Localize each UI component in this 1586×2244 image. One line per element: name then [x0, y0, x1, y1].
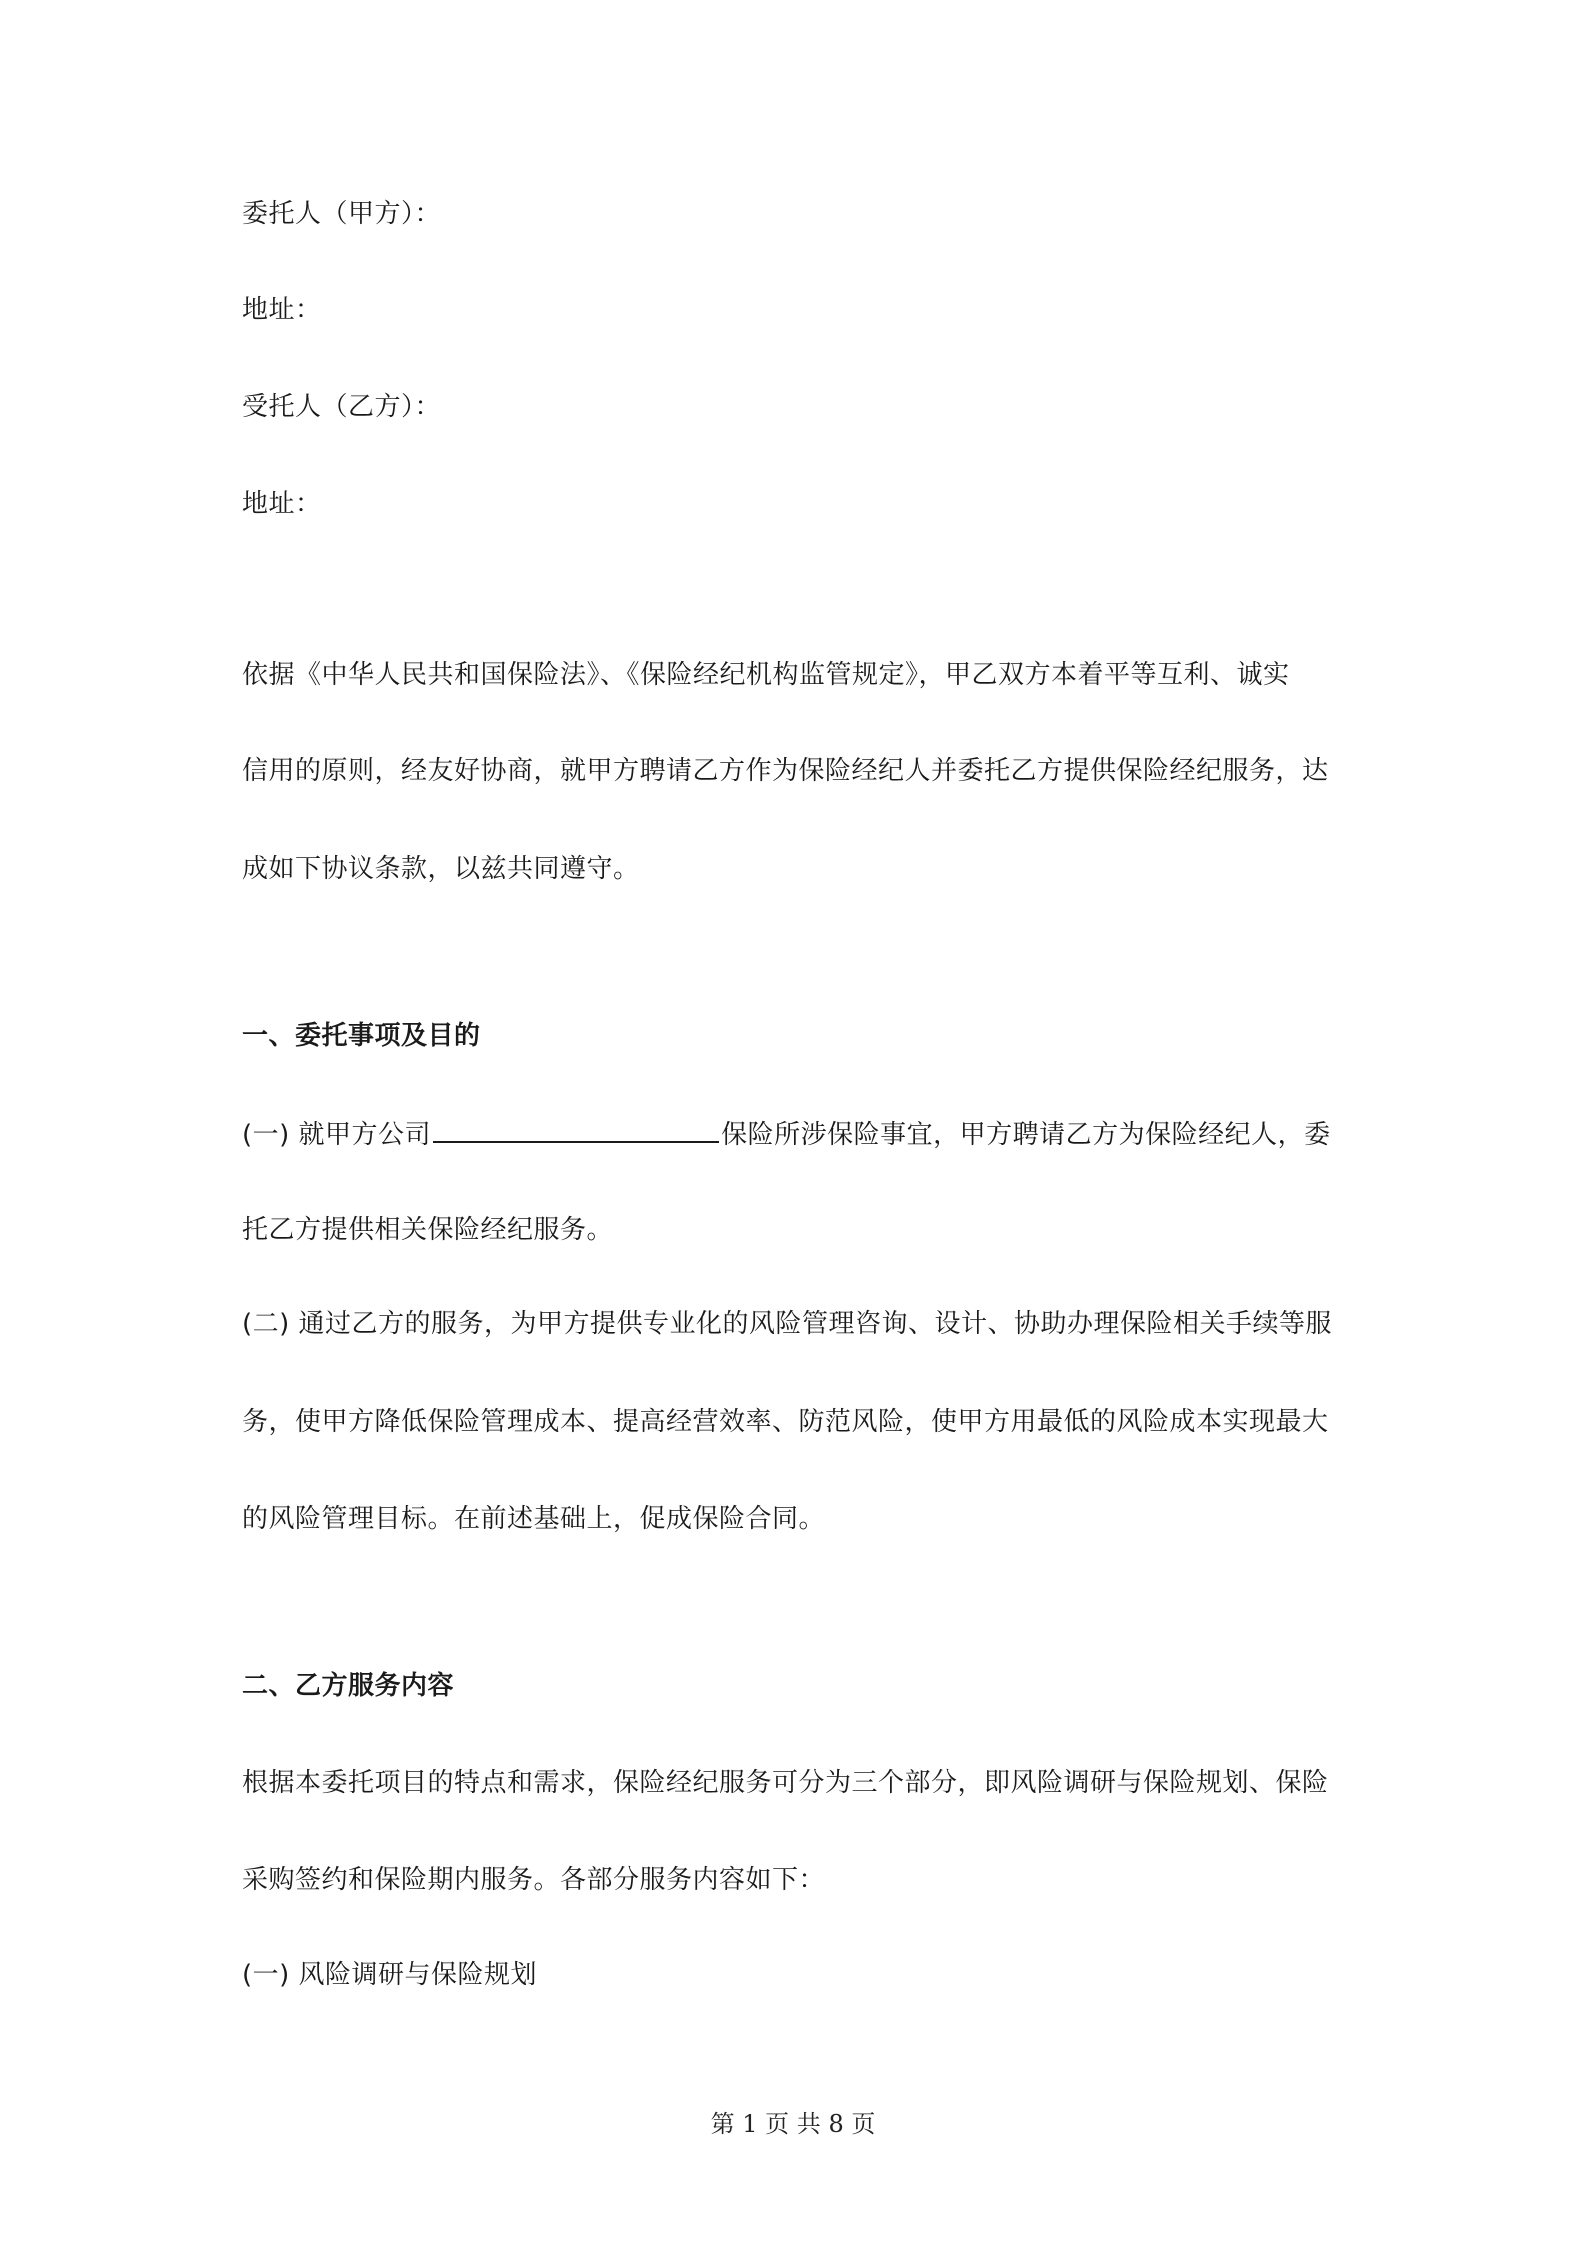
section-1-item-1-line-1	[242, 1115, 1352, 1153]
company-name-blank	[433, 1115, 719, 1143]
section-2-item-1: (一) 风险调研与保险规划	[242, 1960, 538, 1990]
party-a-address: 地址：	[242, 295, 322, 325]
section-1-item-2-line-2: 务，使甲方降低保险管理成本、提高经营效率、防范风险，使甲方用最低的风险成本实现最大	[242, 1407, 1329, 1437]
party-b-address: 地址：	[242, 489, 322, 519]
page-footer: 第 1 页 共 8 页	[710, 2110, 876, 2138]
party-b-label: 受托人（乙方）：	[242, 392, 442, 422]
section-1-item-1-line-2: 托乙方提供相关保险经纪服务。	[242, 1215, 614, 1245]
section-1-item-2-line-3: 的风险管理目标。在前述基础上，促成保险合同。	[242, 1504, 826, 1534]
preamble-line-3: 成如下协议条款，以兹共同遵守。	[242, 854, 640, 884]
section-1-item-1-prefix: (一) 就甲方公司	[242, 1120, 432, 1150]
section-2-para-line-2: 采购签约和保险期内服务。各部分服务内容如下：	[242, 1865, 826, 1895]
section-2-title: 二、乙方服务内容	[242, 1671, 455, 1701]
party-a-label: 委托人（甲方）：	[242, 199, 442, 229]
section-1-item-1-suffix: 保险所涉保险事宜，甲方聘请乙方为保险经纪人，委	[721, 1120, 1331, 1150]
preamble-line-1: 依据《中华人民共和国保险法》、《保险经纪机构监管规定》，甲乙双方本着平等互利、诚实	[242, 660, 1290, 690]
preamble-line-2: 信用的原则，经友好协商，就甲方聘请乙方作为保险经纪人并委托乙方提供保险经纪服务，达	[242, 756, 1329, 786]
section-2-para-line-1: 根据本委托项目的特点和需求，保险经纪服务可分为三个部分，即风险调研与保险规划、保险	[242, 1768, 1329, 1798]
section-1-item-2-line-1: (二) 通过乙方的服务，为甲方提供专业化的风险管理咨询、设计、协助办理保险相关手续等服	[242, 1309, 1333, 1339]
section-1-title: 一、委托事项及目的	[242, 1021, 481, 1051]
